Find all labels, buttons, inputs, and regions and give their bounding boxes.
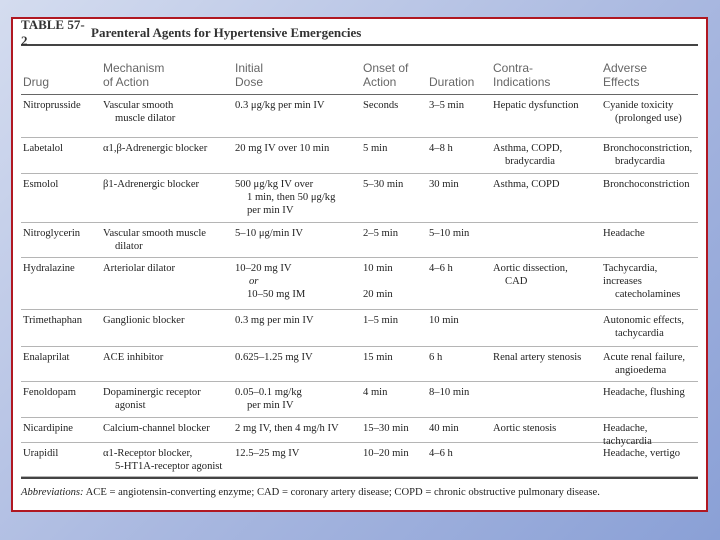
cell-dose bbox=[235, 447, 299, 460]
cell-adverse bbox=[603, 178, 690, 191]
cell-dose-line: 10–50 mg IM bbox=[247, 289, 306, 301]
table-row bbox=[21, 443, 698, 477]
table-row bbox=[21, 138, 698, 174]
header-duration: Duration bbox=[429, 75, 475, 89]
cell-dose-line: 0.3 μg/kg per min IV bbox=[235, 100, 325, 111]
cell-contra-line: Asthma, COPD, bbox=[493, 143, 563, 154]
table-body bbox=[21, 95, 698, 477]
cell-adverse bbox=[603, 99, 682, 125]
cell-onset bbox=[363, 262, 393, 302]
cell-onset bbox=[363, 178, 403, 191]
cell-mechanism bbox=[103, 262, 175, 275]
footnote-lead: Abbreviations: bbox=[21, 487, 84, 498]
cell-mechanism-line: Calcium-channel blocker bbox=[103, 423, 210, 434]
cell-adverse-line: catecholamines bbox=[615, 289, 681, 301]
table-row bbox=[21, 95, 698, 138]
cell-adverse-line: Headache, vertigo bbox=[603, 448, 681, 459]
cell-drug: Enalaprilat bbox=[23, 352, 70, 363]
cell-dose-line: 12.5–25 mg IV bbox=[235, 448, 300, 459]
cell-contra-line: Asthma, COPD bbox=[493, 179, 560, 190]
cell-dose bbox=[235, 314, 314, 327]
cell-mechanism-line: α1,β-Adrenergic blocker bbox=[103, 143, 208, 154]
cell-dose bbox=[235, 262, 305, 302]
cell-onset bbox=[363, 447, 409, 460]
cell-adverse-line: Bronchoconstriction bbox=[603, 179, 690, 190]
cell-duration-line: 5–10 min bbox=[429, 228, 470, 239]
cell-dose-line: 0.05–0.1 mg/kg bbox=[235, 387, 302, 398]
cell-onset bbox=[363, 314, 398, 327]
cell-duration bbox=[429, 351, 442, 364]
cell-mechanism-line: Vascular smooth bbox=[103, 100, 174, 111]
cell-adverse bbox=[603, 142, 692, 168]
cell-adverse-line: Tachycardia, increases bbox=[603, 263, 658, 288]
cell-mechanism-line: 5-HT1A-receptor agonist bbox=[115, 461, 223, 473]
cell-duration bbox=[429, 314, 459, 327]
cell-contra bbox=[493, 422, 556, 435]
cell-adverse bbox=[603, 227, 645, 240]
cell-drug: Fenoldopam bbox=[23, 387, 76, 398]
cell-mechanism-line: ACE inhibitor bbox=[103, 352, 164, 363]
cell-mechanism bbox=[103, 422, 210, 435]
cell-adverse-line: Headache, flushing bbox=[603, 387, 685, 398]
cell-dose bbox=[235, 99, 325, 112]
cell-dose-line: 10–20 mg IV bbox=[235, 263, 292, 274]
cell-duration bbox=[429, 99, 464, 112]
cell-dose-line: 500 μg/kg IV over bbox=[235, 179, 314, 190]
header-mechanism: Mechanism of Action bbox=[103, 61, 165, 89]
table-row bbox=[21, 418, 698, 448]
cell-adverse bbox=[603, 447, 680, 460]
header-drug: Drug bbox=[23, 75, 50, 89]
cell-contra-line: Renal artery stenosis bbox=[493, 352, 582, 363]
cell-duration bbox=[429, 422, 459, 435]
cell-duration-line: 4–6 h bbox=[429, 448, 453, 459]
cell-adverse-line: bradycardia bbox=[615, 156, 665, 168]
cell-duration-line: 6 h bbox=[429, 352, 443, 363]
cell-dose-line: per min IV bbox=[247, 400, 294, 412]
cell-mechanism bbox=[103, 447, 222, 473]
cell-adverse bbox=[603, 386, 685, 399]
cell-duration-line: 10 min bbox=[429, 315, 459, 326]
cell-contra bbox=[493, 142, 562, 168]
cell-mechanism-line: muscle dilator bbox=[115, 113, 176, 125]
cell-contra-line: Hepatic dysfunction bbox=[493, 100, 579, 111]
cell-onset-line: 5 min bbox=[363, 143, 388, 154]
cell-dose-line: or bbox=[249, 276, 259, 288]
cell-adverse bbox=[603, 262, 698, 302]
cell-onset bbox=[363, 227, 398, 240]
cell-adverse-line: tachycardia bbox=[615, 328, 664, 340]
cell-adverse bbox=[603, 351, 685, 377]
cell-mechanism bbox=[103, 386, 201, 412]
cell-dose-line: per min IV bbox=[247, 205, 294, 217]
cell-dose bbox=[235, 351, 313, 364]
cell-onset bbox=[363, 99, 398, 112]
cell-contra bbox=[493, 178, 560, 191]
cell-dose bbox=[235, 422, 339, 435]
cell-dose-line: 2 mg IV, then 4 mg/h IV bbox=[235, 423, 339, 434]
cell-onset bbox=[363, 386, 387, 399]
cell-onset-line: 4 min bbox=[363, 387, 388, 398]
cell-onset-line bbox=[363, 275, 393, 288]
cell-mechanism bbox=[103, 178, 199, 191]
cell-drug: Esmolol bbox=[23, 179, 59, 190]
cell-dose-line: 5–10 μg/min IV bbox=[235, 228, 304, 239]
table-number: TABLE 57-2 bbox=[21, 17, 85, 48]
cell-contra bbox=[493, 99, 579, 112]
cell-drug: Trimethaphan bbox=[23, 315, 83, 326]
cell-onset-line: 15–30 min bbox=[363, 423, 409, 434]
cell-mechanism-line: agonist bbox=[115, 400, 146, 412]
cell-adverse bbox=[603, 314, 684, 340]
table-row bbox=[21, 310, 698, 347]
cell-adverse-line: Bronchoconstriction, bbox=[603, 143, 693, 154]
header-dose: Initial Dose bbox=[235, 61, 264, 89]
header-onset: Onset of Action bbox=[363, 61, 409, 89]
cell-drug: Nicardipine bbox=[23, 423, 74, 434]
cell-duration-line: 4–8 h bbox=[429, 143, 453, 154]
cell-duration-line: 3–5 min bbox=[429, 100, 465, 111]
cell-adverse-line: Cyanide toxicity bbox=[603, 100, 674, 111]
footnote-text: ACE = angiotensin-converting enzyme; CAD = coronary artery disease; COPD = chronic obstructive pulmonary disease. bbox=[83, 487, 600, 498]
drug-table bbox=[21, 17, 698, 498]
cell-onset-line: 10–20 min bbox=[363, 448, 409, 459]
cell-duration-line: 8–10 min bbox=[429, 387, 470, 398]
table-title: Parenteral Agents for Hypertensive Emergencies bbox=[91, 25, 362, 40]
cell-mechanism-line: β1-Adrenergic blocker bbox=[103, 179, 200, 190]
table-row bbox=[21, 258, 698, 310]
cell-mechanism-line: Ganglionic blocker bbox=[103, 315, 185, 326]
cell-dose bbox=[235, 178, 335, 218]
cell-contra-line: Aortic stenosis bbox=[493, 423, 557, 434]
cell-contra-line: Aortic dissection, bbox=[493, 263, 568, 274]
cell-mechanism-line: Vascular smooth muscle bbox=[103, 228, 206, 239]
cell-drug: Nitroglycerin bbox=[23, 228, 81, 239]
column-header-row bbox=[21, 46, 698, 94]
cell-duration bbox=[429, 262, 453, 275]
cell-adverse-line: (prolonged use) bbox=[615, 113, 682, 125]
cell-mechanism bbox=[103, 351, 163, 364]
cell-duration-line: 4–6 h bbox=[429, 263, 453, 274]
cell-onset-line: 2–5 min bbox=[363, 228, 399, 239]
cell-onset bbox=[363, 142, 387, 155]
table-title-bar bbox=[21, 17, 698, 48]
header-contra: Contra- Indications bbox=[493, 61, 551, 89]
cell-onset-line: 15 min bbox=[363, 352, 393, 363]
cell-onset-line: 10 min bbox=[363, 263, 393, 274]
cell-onset bbox=[363, 351, 393, 364]
slide-frame bbox=[11, 17, 708, 512]
cell-duration-line: 40 min bbox=[429, 423, 459, 434]
cell-mechanism bbox=[103, 99, 175, 125]
cell-dose-line: 0.625–1.25 mg IV bbox=[235, 352, 313, 363]
cell-drug: Labetalol bbox=[23, 143, 64, 154]
cell-onset-line: 20 min bbox=[363, 289, 393, 301]
cell-drug: Hydralazine bbox=[23, 263, 75, 274]
table-row bbox=[21, 174, 698, 223]
cell-duration-line: 30 min bbox=[429, 179, 459, 190]
cell-onset-line: 5–30 min bbox=[363, 179, 404, 190]
cell-mechanism-line: dilator bbox=[115, 241, 143, 253]
cell-contra bbox=[493, 351, 581, 364]
table-row bbox=[21, 347, 698, 382]
table-row bbox=[21, 223, 698, 258]
cell-dose bbox=[235, 227, 303, 240]
header-adverse: Adverse Effects bbox=[603, 61, 648, 89]
cell-dose bbox=[235, 142, 329, 155]
cell-duration bbox=[429, 142, 453, 155]
cell-adverse-line: Acute renal failure, bbox=[603, 352, 686, 363]
cell-mechanism bbox=[103, 142, 207, 155]
cell-duration bbox=[429, 178, 459, 191]
cell-mechanism-line: Arteriolar dilator bbox=[103, 263, 176, 274]
cell-dose-line: 0.3 mg per min IV bbox=[235, 315, 314, 326]
cell-onset-line: Seconds bbox=[363, 100, 399, 111]
cell-duration bbox=[429, 386, 469, 399]
cell-dose-line: 20 mg IV over 10 min bbox=[235, 143, 330, 154]
cell-dose bbox=[235, 386, 302, 412]
cell-adverse-line: Headache, tachycardia bbox=[603, 423, 652, 448]
cell-drug: Nitroprusside bbox=[23, 100, 81, 111]
cell-adverse-line: angioedema bbox=[615, 365, 667, 377]
cell-mechanism bbox=[103, 314, 185, 327]
cell-adverse-line: Autonomic effects, bbox=[603, 315, 684, 326]
cell-contra-line: CAD bbox=[505, 276, 528, 288]
cell-mechanism-line: Dopaminergic receptor bbox=[103, 387, 201, 398]
cell-mechanism-line: α1-Receptor blocker, bbox=[103, 448, 193, 459]
cell-drug: Urapidil bbox=[23, 448, 59, 459]
cell-mechanism bbox=[103, 227, 206, 253]
table-row bbox=[21, 382, 698, 418]
cell-contra bbox=[493, 262, 568, 288]
cell-onset bbox=[363, 422, 409, 435]
cell-duration bbox=[429, 227, 469, 240]
footnote bbox=[21, 477, 698, 498]
cell-onset-line: 1–5 min bbox=[363, 315, 399, 326]
cell-duration bbox=[429, 447, 453, 460]
cell-dose-line: 1 min, then 50 μg/kg bbox=[247, 192, 336, 204]
cell-adverse-line: Headache bbox=[603, 228, 645, 239]
cell-contra-line: bradycardia bbox=[505, 156, 555, 168]
